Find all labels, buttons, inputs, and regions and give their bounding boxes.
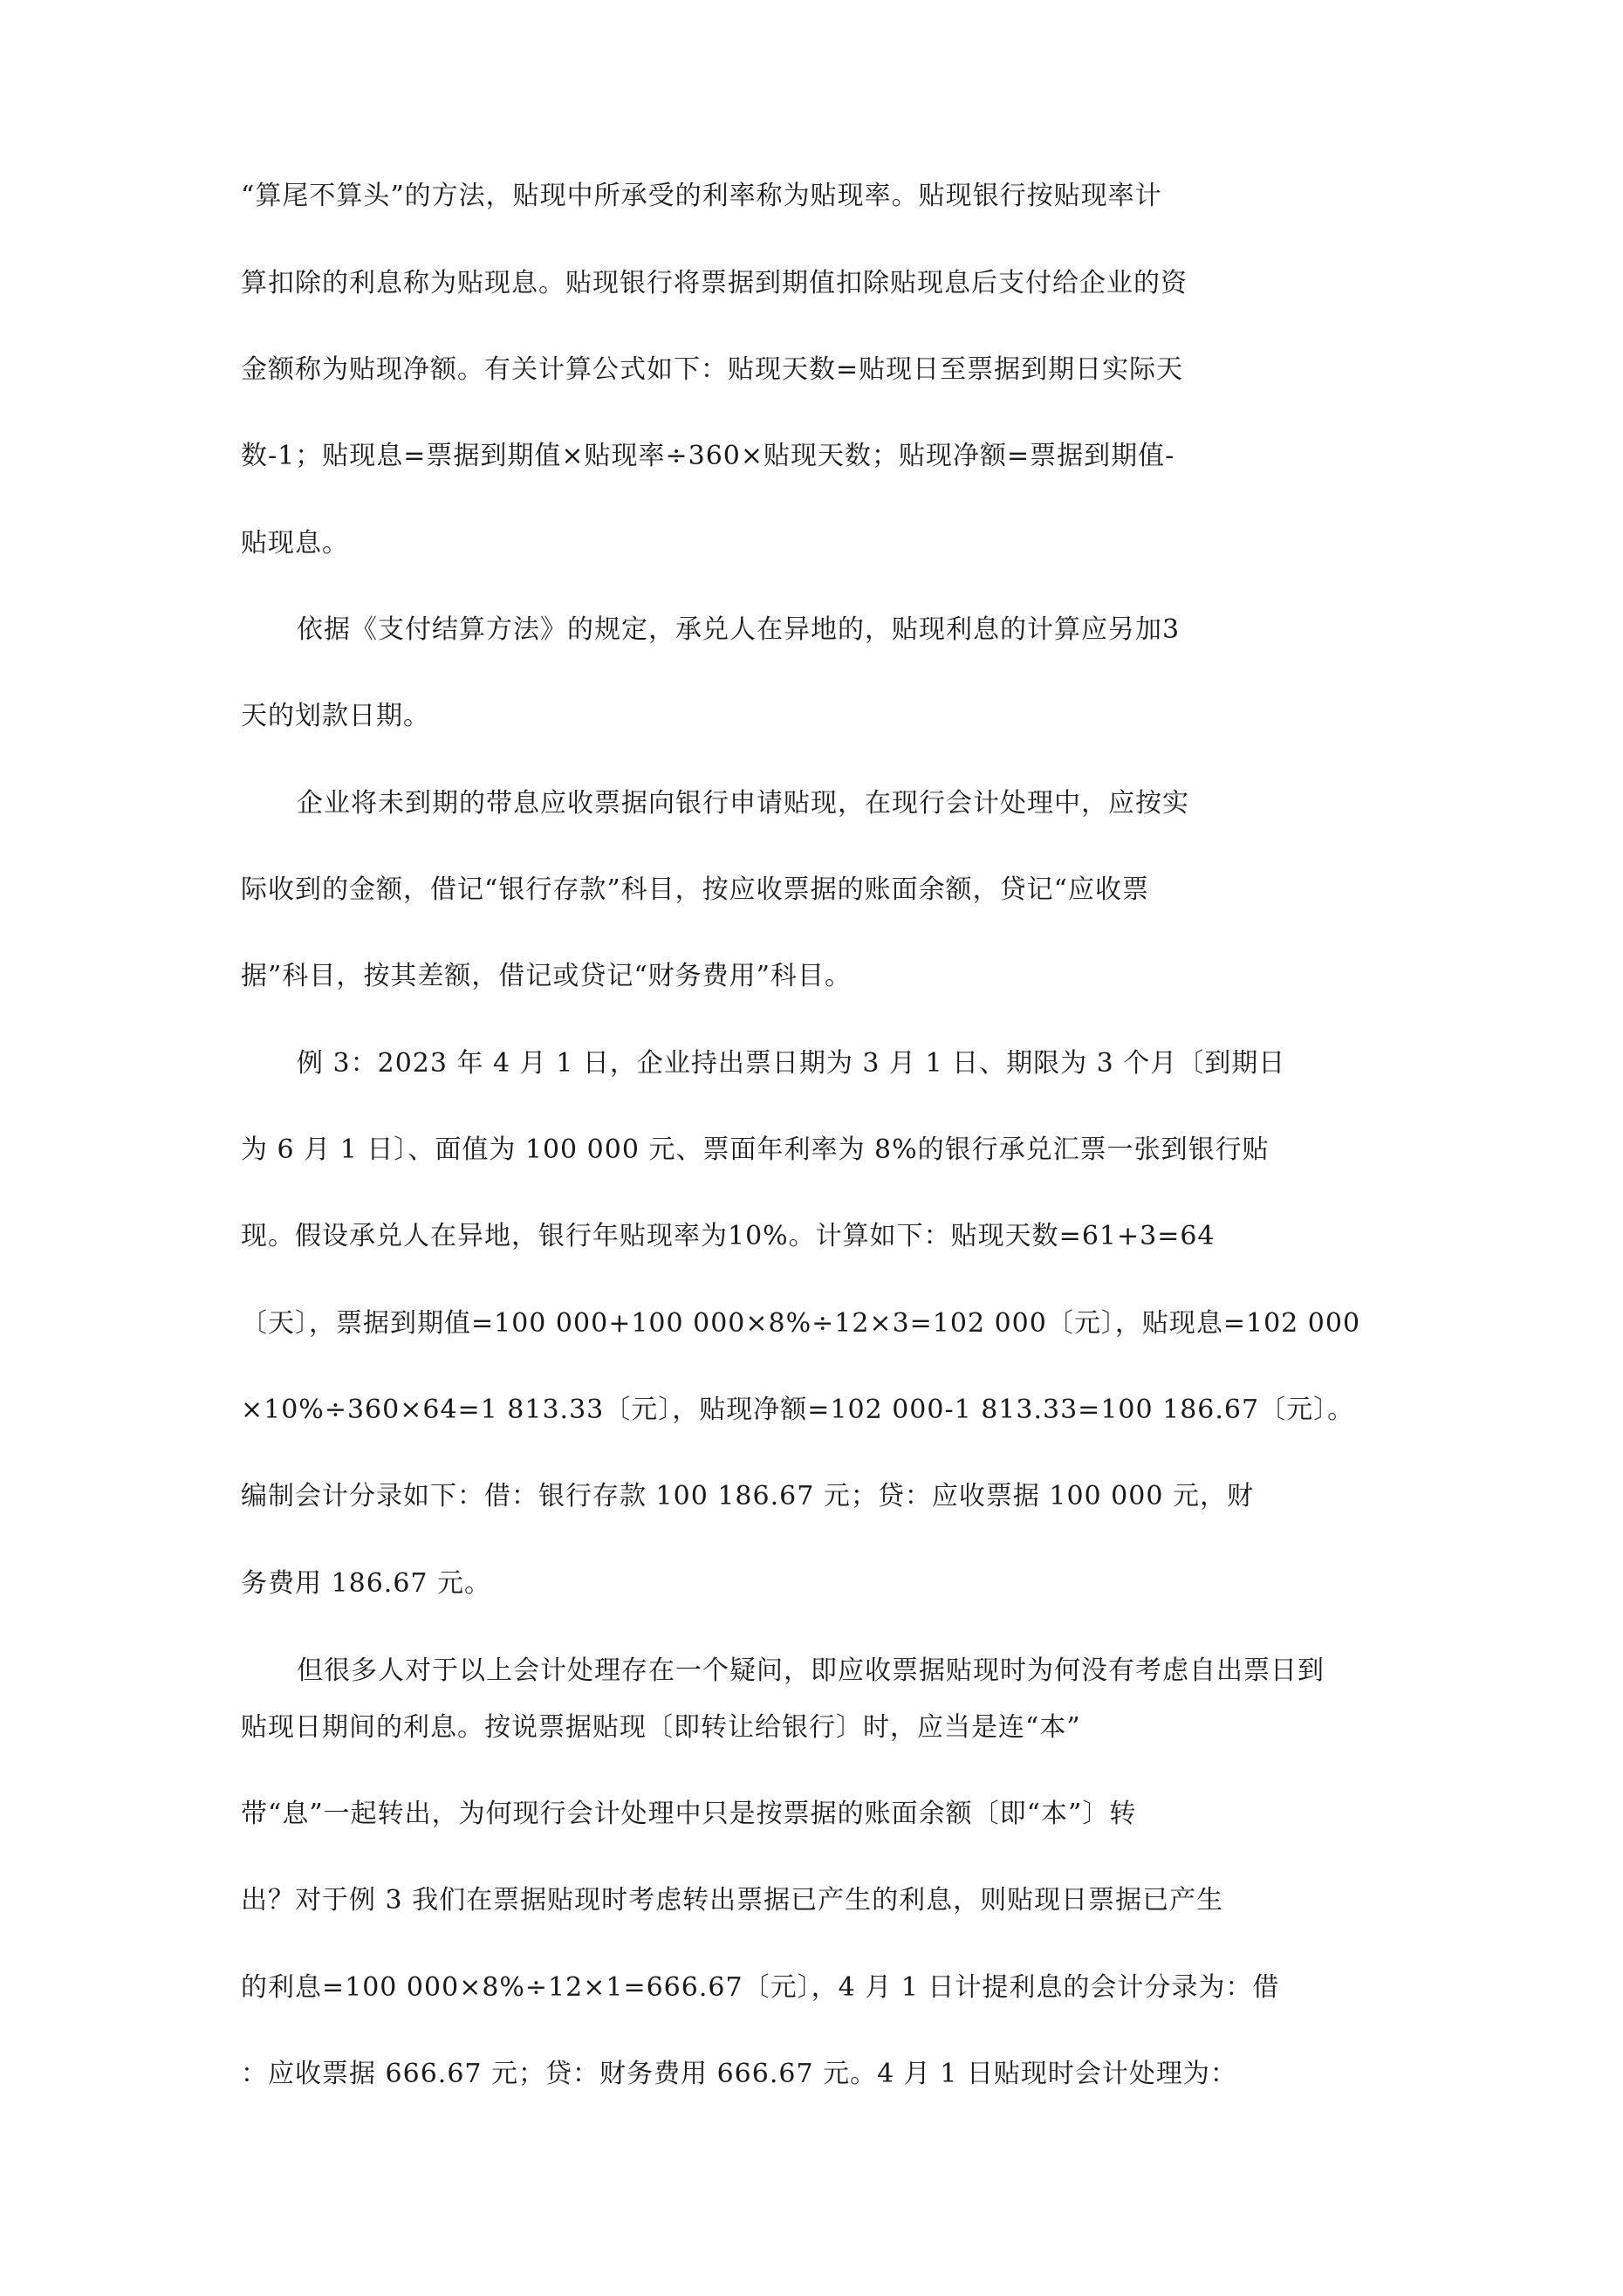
paragraph-first-line: 例 3：2023 年 4 月 1 日，企业持出票日期为 3 月 1 日、期限为 3 个月〔到期日 [297, 1048, 1286, 1079]
text-line: 际收到的金额，借记“银行存款”科目，按应收票据的账面余额，贷记“应收票 [241, 874, 1150, 905]
text-line: 金额称为贴现净额。有关计算公式如下：贴现天数=贴现日至票据到期日实际天 [241, 354, 1184, 385]
text-line: 带“息”一起转出，为何现行会计处理中只是按票据的账面余额〔即“本”〕转 [241, 1799, 1137, 1829]
paragraph-first-line: 企业将未到期的带息应收票据向银行申请贴现，在现行会计处理中，应按实 [297, 788, 1189, 819]
text-line: 〔天〕，票据到期值=100 000+100 000×8%÷12×3=102 000〔元〕，贴现息=102 000 [241, 1308, 1361, 1339]
text-line: 数-1；贴现息=票据到期值×贴现率÷360×贴现天数；贴现净额=票据到期值- [241, 441, 1175, 471]
text-line: “算尾不算头”的方法，贴现中所承受的利率称为贴现率。贴现银行按贴现率计 [241, 181, 1162, 211]
text-line: 出？对于例 3 我们在票据贴现时考虑转出票据已产生的利息，则贴现日票据已产生 [241, 1885, 1224, 1916]
text-line: 算扣除的利息称为贴现息。贴现银行将票据到期值扣除贴现息后支付给企业的资 [241, 268, 1188, 298]
paragraph-first-line: 但很多人对于以上会计处理存在一个疑问，即应收票据贴现时为何没有考虑自出票日到 [297, 1655, 1325, 1686]
text-line: 的利息=100 000×8%÷12×1=666.67〔元〕，4 月 1 日计提利息的会计分录为：借 [241, 1972, 1280, 2003]
text-line: 据”科目，按其差额，借记或贷记“财务费用”科目。 [241, 961, 853, 991]
text-line: 为 6 月 1 日〕、面值为 100 000 元、票面年利率为 8%的银行承兑汇票一张到银行贴 [241, 1134, 1270, 1165]
text-line: 贴现日期间的利息。按说票据贴现〔即转让给银行〕时，应当是连“本” [241, 1712, 1081, 1743]
text-line: ×10%÷360×64=1 813.33〔元〕，贴现净额=102 000-1 813.33=100 186.67〔元〕。 [241, 1395, 1355, 1425]
text-line: 现。假设承兑人在异地，银行年贴现率为10%。计算如下：贴现天数=61+3=64 [241, 1221, 1216, 1251]
text-line: ：应收票据 666.67 元；贷：财务费用 666.67 元。4 月 1 日贴现时会计处理为： [241, 2059, 1237, 2089]
paragraph-first-line: 依据《支付结算方法》的规定，承兑人在异地的，贴现利息的计算应另加3 [297, 614, 1181, 645]
text-line: 贴现息。 [241, 528, 349, 559]
text-line: 天的划款日期。 [241, 701, 430, 731]
text-line: 编制会计分录如下：借：银行存款 100 186.67 元；贷：应收票据 100 000 元，财 [241, 1481, 1254, 1511]
text-line: 务费用 186.67 元。 [241, 1568, 492, 1599]
